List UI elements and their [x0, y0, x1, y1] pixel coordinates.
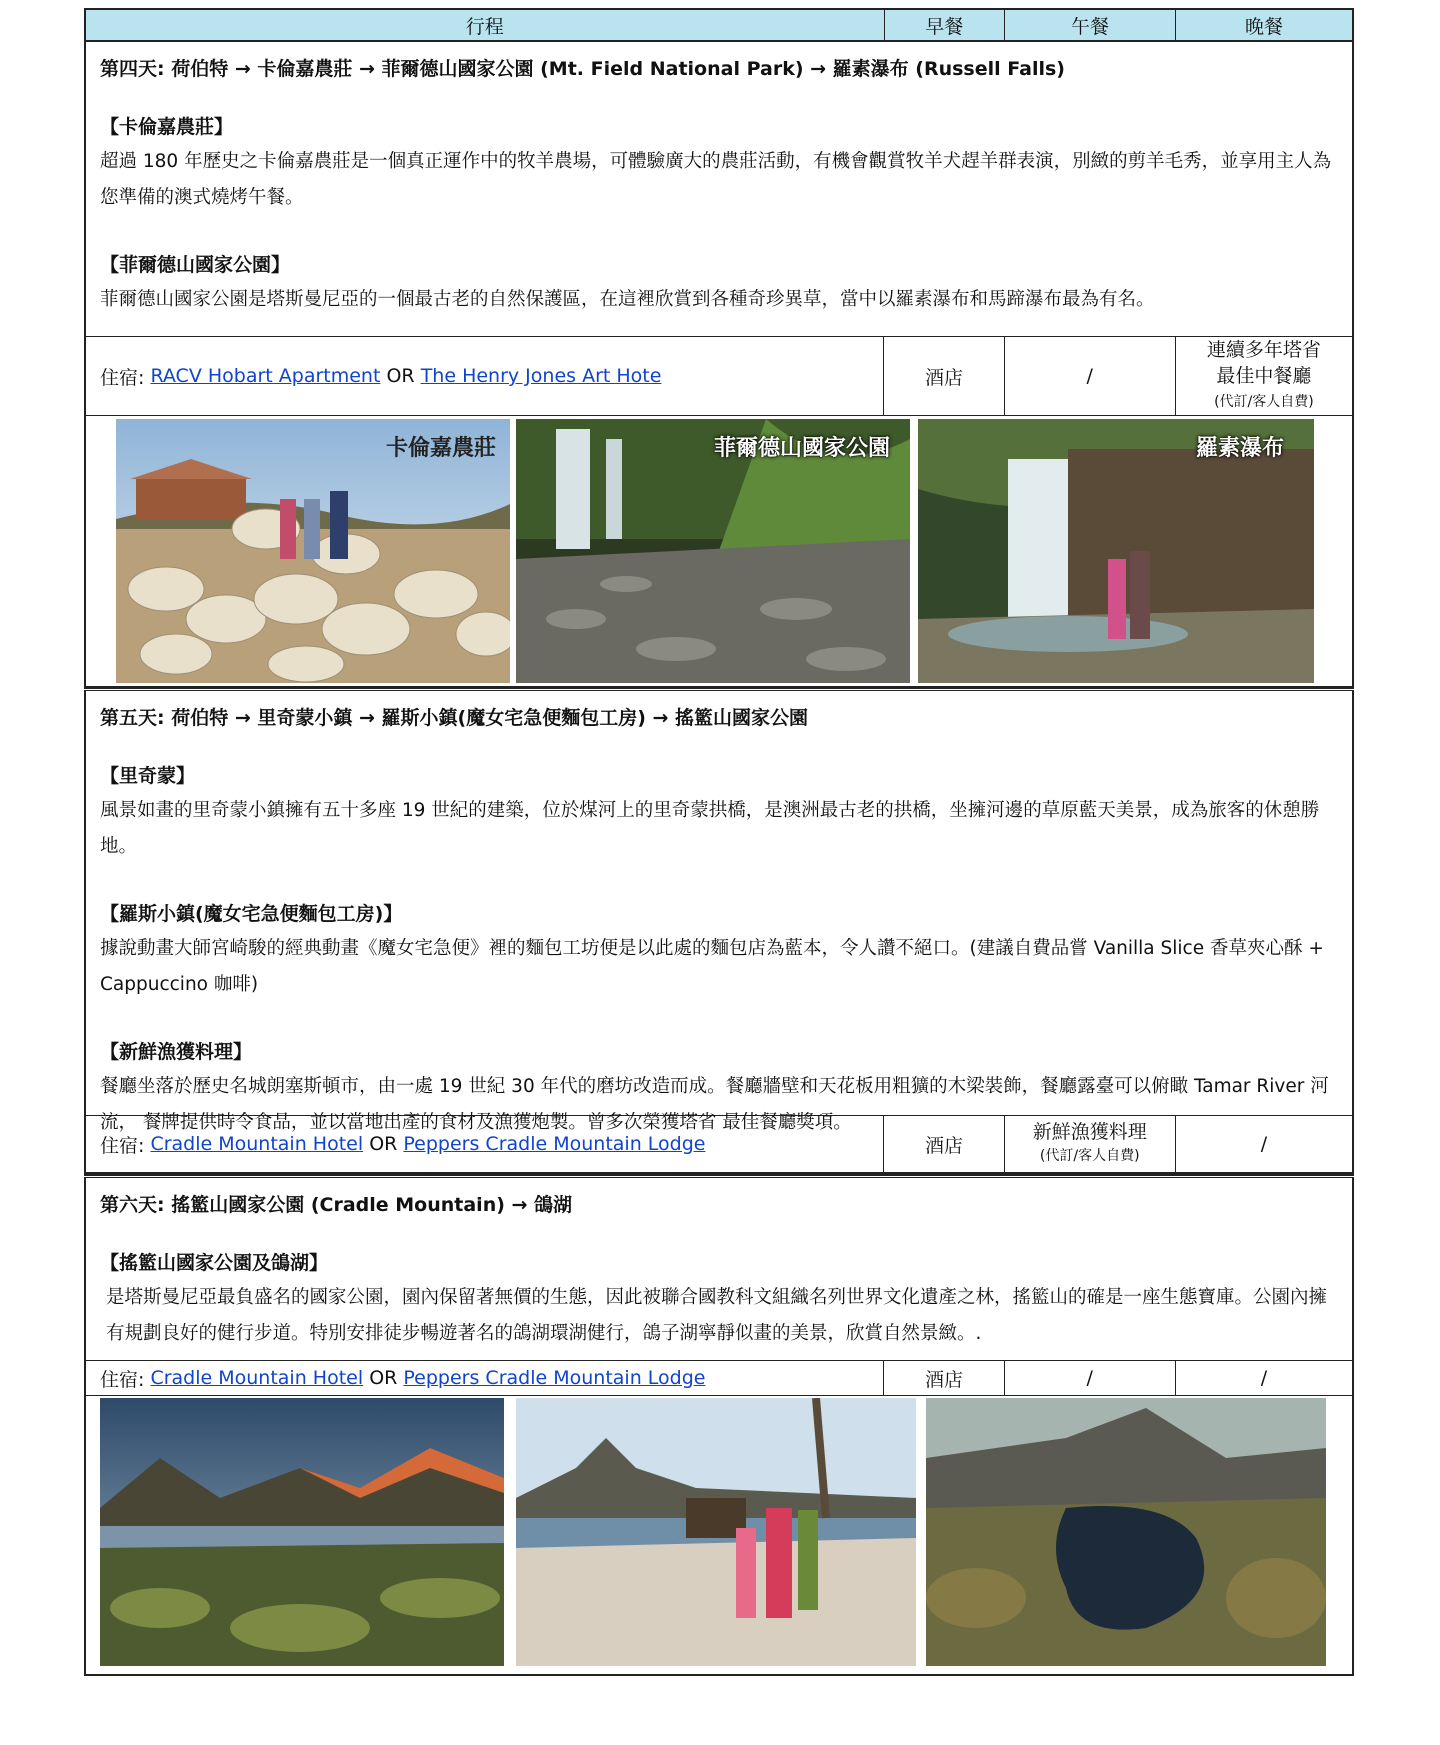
- or-text: OR: [386, 365, 415, 387]
- stay-label: 住宿:: [100, 366, 145, 389]
- day6-accommodation-row: [84, 1360, 1354, 1396]
- or-text: OR: [369, 1133, 398, 1155]
- day4-accommodation-row: [84, 336, 1354, 416]
- day6-breakfast: 酒店: [884, 1361, 1004, 1395]
- hotel-link-cradle-mountain[interactable]: Cradle Mountain Hotel: [150, 1367, 364, 1389]
- day4-lunch: /: [1005, 337, 1176, 415]
- day5-ross-text: 據說動畫大師宮崎駿的經典動畫《魔女宅急便》裡的麵包工坊便是以此處的麵包店為藍本，令人讚不絕口。(建議自費品嘗 Vanilla Slice 香草夾心酥 + Cappuccino 咖啡): [100, 938, 1324, 995]
- park-caption: 菲爾德山國家公園: [713, 436, 890, 461]
- header-lunch: 午餐: [1005, 10, 1176, 40]
- day6-dinner: /: [1260, 1367, 1268, 1389]
- day5-seafood-heading: 【新鮮漁獲料理】: [100, 1041, 253, 1063]
- stay-label: 住宿:: [100, 1368, 145, 1391]
- header-itinerary: 行程: [86, 10, 885, 40]
- table-header: [84, 8, 1354, 42]
- falls-caption: 羅素瀑布: [1195, 436, 1284, 461]
- day6-photos: [84, 1396, 1354, 1676]
- day5-seafood-text: 餐廳坐落於歷史名城朗塞斯頓市，由一處 19 世紀 30 年代的磨坊改造而成。餐廳牆壁和天花板用粗獷的木梁裝飾，餐廳露臺可以俯瞰 Tamar River 河流， 餐牌提供時令食品，並以當地出產的食材及漁獲炮製。曾多次榮獲塔省 最佳餐廳獎項。: [100, 1076, 1329, 1133]
- header-dinner: 晚餐: [1244, 15, 1283, 38]
- hotel-link-cradle-mountain[interactable]: Cradle Mountain Hotel: [150, 1133, 364, 1155]
- or-text: OR: [369, 1367, 398, 1389]
- hotel-link-peppers[interactable]: Peppers Cradle Mountain Lodge: [403, 1367, 706, 1389]
- day6-lunch: /: [1005, 1361, 1176, 1395]
- cradle-mountain-sunrise-photo: [100, 1398, 504, 1666]
- day4-description: [84, 42, 1354, 336]
- day5-accommodation-row: [84, 1115, 1354, 1173]
- day5-dinner: /: [1260, 1133, 1268, 1155]
- day5-lunch-note: (代訂/客人自費): [1039, 1148, 1140, 1164]
- day4-dinner: [1176, 337, 1352, 415]
- hotel-link-racv[interactable]: RACV Hobart Apartment: [150, 365, 381, 387]
- day6-title: 第六天: 搖籃山國家公園 (Cradle Mountain) → 鴿湖: [100, 1194, 573, 1216]
- mt-field-park-photo: [516, 419, 910, 683]
- day5-accommodation: [86, 1116, 884, 1172]
- day4-farm-heading: 【卡倫嘉農莊】: [100, 116, 234, 138]
- header-breakfast: 早餐: [885, 10, 1005, 40]
- farm-caption: 卡倫嘉農莊: [385, 436, 496, 461]
- day5-lunch-line1: 新鮮漁獲料理: [1032, 1121, 1147, 1143]
- day4-park-heading: 【菲爾德山國家公園】: [100, 254, 291, 276]
- day4-park-text: 菲爾德山國家公園是塔斯曼尼亞的一個最古老的自然保護區，在這裡欣賞到各種奇珍異草，當中以羅素瀑布和馬蹄瀑布最為有名。: [100, 289, 1155, 310]
- day6-description: [84, 1178, 1354, 1360]
- hotel-link-henry-jones[interactable]: The Henry Jones Art Hote: [420, 365, 662, 387]
- farm-sheep-photo: [116, 419, 510, 683]
- day5-title: 第五天: 荷伯特 → 里奇蒙小鎮 → 羅斯小鎮(魔女宅急便麵包工房) → 搖籃山國家公園: [100, 707, 809, 729]
- day6-cradle-heading: 【搖籃山國家公園及鴿湖】: [100, 1252, 329, 1274]
- day6-accommodation: [86, 1361, 884, 1395]
- day4-breakfast: 酒店: [884, 337, 1004, 415]
- itinerary-sheet: [84, 8, 1354, 1676]
- day5-richmond-text: 風景如畫的里奇蒙小鎮擁有五十多座 19 世紀的建築，位於煤河上的里奇蒙拱橋，是澳洲最古老的拱橋，坐擁河邊的草原藍天美景，成為旅客的休憩勝地。: [100, 800, 1320, 857]
- day5-description: [84, 691, 1354, 1133]
- hotel-link-peppers[interactable]: Peppers Cradle Mountain Lodge: [403, 1133, 706, 1155]
- day4-farm-text: 超過 180 年歷史之卡倫嘉農莊是一個真正運作中的牧羊農場，可體驗廣大的農莊活動，有機會觀賞牧羊犬趕羊群表演，別緻的剪羊毛秀，並享用主人為您準備的澳式燒烤午餐。: [100, 151, 1332, 208]
- day4-dinner-line1: 連續多年塔省: [1206, 339, 1321, 361]
- day4-dinner-note: (代訂/客人自費): [1214, 394, 1314, 410]
- day5-richmond-heading: 【里奇蒙】: [100, 765, 196, 787]
- day4-photos: [84, 416, 1354, 686]
- day4-title: 第四天: 荷伯特 → 卡倫嘉農莊 → 菲爾德山國家公園 (Mt. Field National Park) → 羅素瀑布 (Russell Falls): [100, 58, 1065, 80]
- day6-cradle-text: 是塔斯曼尼亞最負盛名的國家公園，園內保留著無價的生態，因此被聯合國教科文組織名列世界文化遺產之林，搖籃山的確是一座生態寶庫。公園內擁有規劃良好的健行步道。特別安排徒步暢遊著名的鴿湖環湖健行，鴿子湖寧靜似畫的美景，欣賞自然景緻。.: [106, 1287, 1328, 1344]
- stay-label: 住宿:: [100, 1134, 145, 1157]
- day4-dinner-line2: 最佳中餐廳: [1216, 365, 1312, 387]
- day5-ross-heading: 【羅斯小鎮(魔女宅急便麵包工房)】: [100, 903, 403, 925]
- russell-falls-photo: [918, 419, 1314, 683]
- day4-accommodation: [86, 337, 884, 415]
- dove-lake-hikers-photo: [516, 1398, 916, 1666]
- day5-breakfast: 酒店: [884, 1116, 1004, 1172]
- day5-lunch: [1005, 1116, 1176, 1172]
- dove-lake-aerial-photo: [926, 1398, 1326, 1666]
